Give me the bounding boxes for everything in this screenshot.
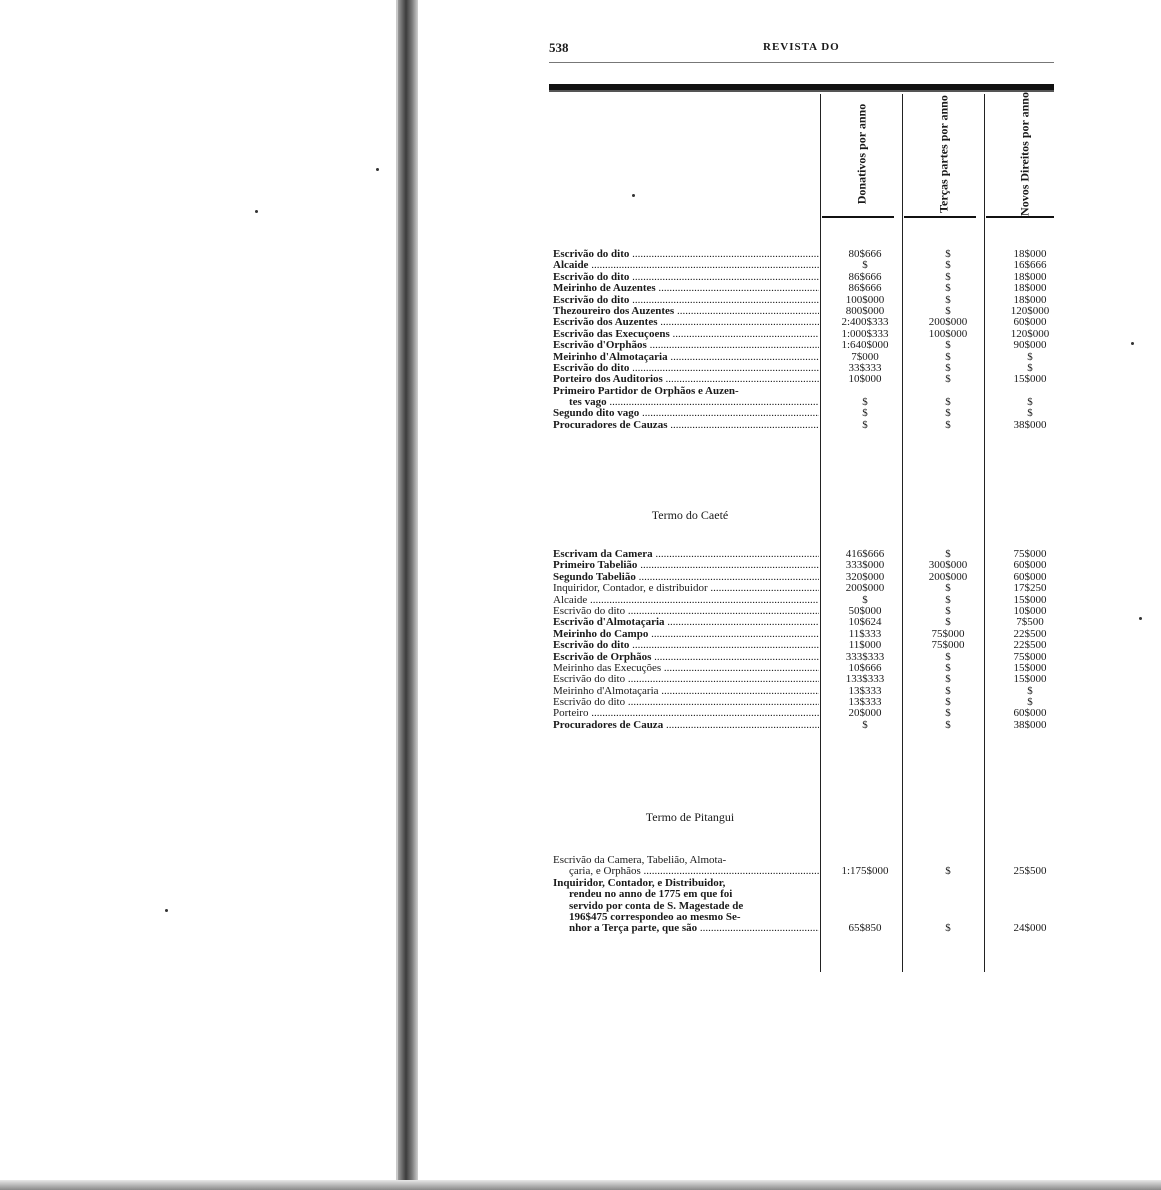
tercas-value: $ bbox=[945, 593, 951, 606]
row-label: Porteiro ..... bbox=[553, 708, 819, 719]
table-row bbox=[553, 866, 1053, 877]
row-label: Segundo dito vago ..... bbox=[553, 408, 819, 419]
donativos-value: 800$000 bbox=[845, 304, 885, 317]
row-label: Escrivam da Camera ..... bbox=[553, 549, 819, 560]
row-label: Porteiro dos Auditorios ..... bbox=[553, 374, 819, 385]
tercas-value: $ bbox=[945, 270, 951, 283]
tercas-value: $ bbox=[945, 865, 951, 878]
donativos-value: 20$000 bbox=[848, 707, 882, 720]
column-divider bbox=[984, 94, 985, 972]
tercas-value: $ bbox=[945, 350, 951, 363]
novos-direitos-value: $ bbox=[1027, 696, 1033, 709]
row-label: Escrivão do dito ..... bbox=[553, 606, 819, 617]
row-label: Escrivão do dito ..... bbox=[553, 697, 819, 708]
running-title: REVISTA DO bbox=[763, 41, 840, 53]
novos-direitos-value: $ bbox=[1027, 407, 1033, 420]
table-section-caete bbox=[553, 549, 1053, 731]
row-label: Meirinho d'Almotaçaria ..... bbox=[553, 352, 819, 363]
donativos-value: 33$333 bbox=[848, 361, 882, 374]
column-header-rule bbox=[986, 216, 1054, 218]
donativos-value: $ bbox=[862, 718, 868, 731]
donativos-value: 13$333 bbox=[848, 696, 882, 709]
novos-direitos-value: 90$000 bbox=[1013, 339, 1047, 352]
scan-speck bbox=[632, 194, 635, 197]
scan-speck bbox=[376, 168, 379, 171]
table-row bbox=[553, 572, 1053, 583]
column-header-label: Donativos por anno bbox=[854, 103, 869, 205]
table-row bbox=[553, 272, 1053, 283]
donativos-value: $ bbox=[862, 396, 868, 409]
tercas-value: $ bbox=[945, 661, 951, 674]
tercas-value: 300$000 bbox=[928, 559, 968, 572]
novos-direitos-value: 18$000 bbox=[1013, 293, 1047, 306]
tercas-value: $ bbox=[945, 361, 951, 374]
novos-direitos-value: $ bbox=[1027, 396, 1033, 409]
novos-direitos-value: 10$000 bbox=[1013, 604, 1047, 617]
novos-direitos-value: $ bbox=[1027, 361, 1033, 374]
row-label: rendeu no anno de 1775 em que foi bbox=[569, 889, 733, 901]
table-row bbox=[553, 249, 1053, 260]
donativos-value: 416$666 bbox=[845, 548, 885, 560]
table-row bbox=[553, 549, 1053, 560]
table-row bbox=[553, 374, 1053, 385]
row-label: nhor a Terça parte, que são ..... bbox=[553, 923, 819, 934]
tercas-value: $ bbox=[945, 339, 951, 352]
tercas-value: $ bbox=[945, 650, 951, 663]
novos-direitos-value: 60$000 bbox=[1013, 707, 1047, 720]
row-label: Alcaide ..... bbox=[553, 595, 819, 606]
donativos-value: $ bbox=[862, 418, 868, 431]
table-row bbox=[553, 878, 1053, 889]
row-label: Meirinho de Auzentes ..... bbox=[553, 283, 819, 294]
table-row bbox=[553, 583, 1053, 594]
tercas-value: $ bbox=[945, 373, 951, 386]
table-row bbox=[553, 686, 1053, 697]
row-label: Escrivão do dito ..... bbox=[553, 249, 819, 260]
header-rule bbox=[549, 62, 1054, 63]
tercas-value: $ bbox=[945, 604, 951, 617]
tercas-value: $ bbox=[945, 418, 951, 431]
tercas-value: $ bbox=[945, 407, 951, 420]
table-row bbox=[553, 923, 1053, 934]
donativos-value: 2:400$333 bbox=[841, 316, 889, 329]
donativos-value: 333$000 bbox=[845, 559, 885, 572]
table-row bbox=[553, 329, 1053, 340]
section-title-caete: Termo do Caeté bbox=[651, 508, 729, 522]
table-top-rule bbox=[549, 84, 1054, 92]
table-row bbox=[553, 663, 1053, 674]
donativos-value: 86$666 bbox=[848, 270, 882, 283]
row-label: Escrivão de Orphãos ..... bbox=[553, 652, 819, 663]
table-row bbox=[553, 283, 1053, 294]
row-label: Escrivão d'Orphãos ..... bbox=[553, 340, 819, 351]
column-header-donativos bbox=[823, 94, 901, 214]
column-header-rule bbox=[904, 216, 976, 218]
donativos-value: 10$000 bbox=[848, 373, 882, 386]
row-label: Meirinho das Execuções ..... bbox=[553, 663, 819, 674]
donativos-value: 80$666 bbox=[848, 248, 882, 260]
donativos-value: 50$000 bbox=[848, 604, 882, 617]
tercas-value: $ bbox=[945, 922, 951, 935]
scan-speck bbox=[1131, 342, 1134, 345]
tercas-value: $ bbox=[945, 248, 951, 260]
table-row bbox=[553, 697, 1053, 708]
tercas-value: $ bbox=[945, 673, 951, 686]
column-header-novos-direitos bbox=[986, 94, 1064, 214]
table-row bbox=[553, 306, 1053, 317]
tercas-value: 75$000 bbox=[931, 639, 965, 652]
table-row bbox=[553, 617, 1053, 628]
novos-direitos-value: 60$000 bbox=[1013, 570, 1047, 583]
row-label: Procuradores de Cauzas ..... bbox=[553, 420, 819, 431]
row-label: Escrivão do dito ..... bbox=[553, 272, 819, 283]
table-row bbox=[553, 420, 1053, 431]
table-row bbox=[553, 295, 1053, 306]
row-label: tes vago ..... bbox=[553, 397, 819, 408]
table-row bbox=[553, 855, 1053, 866]
donativos-value: 11$333 bbox=[848, 627, 882, 640]
row-label: Escrivão das Execuçoens ..... bbox=[553, 329, 819, 340]
table-row bbox=[553, 640, 1053, 651]
table-row bbox=[553, 901, 1053, 912]
table-row bbox=[553, 629, 1053, 640]
tercas-value: 100$000 bbox=[928, 327, 968, 340]
donativos-value: 1:000$333 bbox=[841, 327, 889, 340]
scan-speck bbox=[165, 909, 168, 912]
novos-direitos-value: 75$000 bbox=[1013, 548, 1047, 560]
tercas-value: $ bbox=[945, 616, 951, 629]
table-row bbox=[553, 674, 1053, 685]
donativos-value: 133$333 bbox=[845, 673, 885, 686]
row-label: Escrivão da Camera, Tabelião, Almota- bbox=[553, 855, 727, 866]
novos-direitos-value: 15$000 bbox=[1013, 673, 1047, 686]
column-header-label: Terças partes por anno bbox=[936, 95, 951, 213]
table-row bbox=[553, 408, 1053, 419]
donativos-value: 13$333 bbox=[848, 684, 882, 697]
novos-direitos-value: 15$000 bbox=[1013, 373, 1047, 386]
tercas-value: $ bbox=[945, 696, 951, 709]
novos-direitos-value: 120$000 bbox=[1010, 327, 1050, 340]
donativos-value: 10$666 bbox=[848, 661, 882, 674]
table-row bbox=[553, 652, 1053, 663]
row-label: Primeiro Partidor de Orphãos e Auzen- bbox=[553, 385, 739, 397]
tercas-value: $ bbox=[945, 707, 951, 720]
novos-direitos-value: $ bbox=[1027, 350, 1033, 363]
tercas-value: $ bbox=[945, 293, 951, 306]
novos-direitos-value: 38$000 bbox=[1013, 418, 1047, 431]
novos-direitos-value: 38$000 bbox=[1013, 718, 1047, 731]
donativos-value: $ bbox=[862, 407, 868, 420]
novos-direitos-value: 22$500 bbox=[1013, 639, 1047, 652]
novos-direitos-value: $ bbox=[1027, 684, 1033, 697]
row-label: Primeiro Tabelião ..... bbox=[553, 560, 819, 571]
row-label: Inquiridor, Contador, e Distribuidor, bbox=[553, 877, 726, 889]
table-row bbox=[553, 889, 1053, 900]
column-divider bbox=[902, 94, 903, 972]
scan-speck bbox=[255, 210, 258, 213]
row-label: Inquiridor, Contador, e distribuidor ..... bbox=[553, 583, 819, 594]
page-header bbox=[549, 40, 1054, 60]
column-header-tercas bbox=[905, 94, 983, 214]
donativos-value: 11$000 bbox=[848, 639, 882, 652]
row-label: Procuradores de Cauza ..... bbox=[553, 720, 819, 731]
row-label: 196$475 correspondeo ao mesmo Se- bbox=[569, 911, 741, 923]
tercas-value: $ bbox=[945, 282, 951, 295]
novos-direitos-value: 60$000 bbox=[1013, 559, 1047, 572]
row-label: Segundo Tabelião ..... bbox=[553, 572, 819, 583]
novos-direitos-value: 17$250 bbox=[1013, 582, 1047, 595]
novos-direitos-value: 15$000 bbox=[1013, 593, 1047, 606]
novos-direitos-value: 18$000 bbox=[1013, 270, 1047, 283]
novos-direitos-value: 16$666 bbox=[1013, 259, 1047, 272]
novos-direitos-value: 25$500 bbox=[1013, 865, 1047, 878]
tercas-value: $ bbox=[945, 396, 951, 409]
table-row bbox=[553, 317, 1053, 328]
row-label: Thezoureiro dos Auzentes ..... bbox=[553, 306, 819, 317]
row-label: Escrivão dos Auzentes ..... bbox=[553, 317, 819, 328]
donativos-value: 1:175$000 bbox=[841, 865, 889, 878]
table-row bbox=[553, 560, 1053, 571]
table-row bbox=[553, 363, 1053, 374]
page-bottom-edge bbox=[0, 1180, 1161, 1190]
table-row bbox=[553, 708, 1053, 719]
novos-direitos-value: 15$000 bbox=[1013, 661, 1047, 674]
section-title-pitangui: Termo de Pitangui bbox=[645, 810, 735, 824]
table-row bbox=[553, 720, 1053, 731]
row-label: çaria, e Orphãos ..... bbox=[553, 866, 819, 877]
row-label: Meirinho do Campo ..... bbox=[553, 629, 819, 640]
tercas-value: 200$000 bbox=[928, 570, 968, 583]
novos-direitos-value: 18$000 bbox=[1013, 248, 1047, 260]
tercas-value: $ bbox=[945, 718, 951, 731]
tercas-value: 75$000 bbox=[931, 627, 965, 640]
tercas-value: $ bbox=[945, 304, 951, 317]
row-label: Alcaide ..... bbox=[553, 260, 819, 271]
table-row bbox=[553, 386, 1053, 397]
row-label: Escrivão do dito ..... bbox=[553, 295, 819, 306]
tercas-value: $ bbox=[945, 582, 951, 595]
novos-direitos-value: 22$500 bbox=[1013, 627, 1047, 640]
novos-direitos-value: 75$000 bbox=[1013, 650, 1047, 663]
table-row bbox=[553, 912, 1053, 923]
donativos-value: $ bbox=[862, 259, 868, 272]
novos-direitos-value: 60$000 bbox=[1013, 316, 1047, 329]
donativos-value: $ bbox=[862, 593, 868, 606]
donativos-value: 10$624 bbox=[848, 616, 882, 629]
tercas-value: $ bbox=[945, 684, 951, 697]
donativos-value: 7$000 bbox=[851, 350, 879, 363]
novos-direitos-value: 120$000 bbox=[1010, 304, 1050, 317]
table-section-pitangui bbox=[553, 855, 1053, 935]
column-header-label: Novos Direitos por anno bbox=[1017, 92, 1032, 216]
table-row bbox=[553, 606, 1053, 617]
tercas-value: $ bbox=[945, 259, 951, 272]
table-row bbox=[553, 352, 1053, 363]
row-label: Escrivão do dito ..... bbox=[553, 640, 819, 651]
novos-direitos-value: 24$000 bbox=[1013, 922, 1047, 935]
donativos-value: 333$333 bbox=[845, 650, 885, 663]
novos-direitos-value: 18$000 bbox=[1013, 282, 1047, 295]
page-number: 538 bbox=[549, 40, 569, 55]
donativos-value: 86$666 bbox=[848, 282, 882, 295]
page-gutter bbox=[398, 0, 418, 1190]
tercas-value: $ bbox=[945, 548, 951, 560]
table-row bbox=[553, 260, 1053, 271]
column-header-rule bbox=[822, 216, 894, 218]
donativos-value: 200$000 bbox=[845, 582, 885, 595]
table-row bbox=[553, 340, 1053, 351]
donativos-value: 65$850 bbox=[848, 922, 882, 935]
row-label: Escrivão do dito ..... bbox=[553, 363, 819, 374]
row-label: servido por conta de S. Magestade de bbox=[569, 900, 744, 912]
donativos-value: 1:640$000 bbox=[841, 339, 889, 352]
donativos-value: 100$000 bbox=[845, 293, 885, 306]
table-section-officials bbox=[553, 249, 1053, 431]
row-label: Escrivão do dito ..... bbox=[553, 674, 819, 685]
table-row bbox=[553, 397, 1053, 408]
tercas-value: 200$000 bbox=[928, 316, 968, 329]
scan-speck bbox=[1139, 617, 1142, 620]
column-divider bbox=[820, 94, 821, 972]
donativos-value: 320$000 bbox=[845, 570, 885, 583]
row-label: Meirinho d'Almotaçaria ..... bbox=[553, 686, 819, 697]
table-row bbox=[553, 595, 1053, 606]
novos-direitos-value: 7$500 bbox=[1016, 616, 1044, 629]
row-label: Escrivão d'Almotaçaria ..... bbox=[553, 617, 819, 628]
